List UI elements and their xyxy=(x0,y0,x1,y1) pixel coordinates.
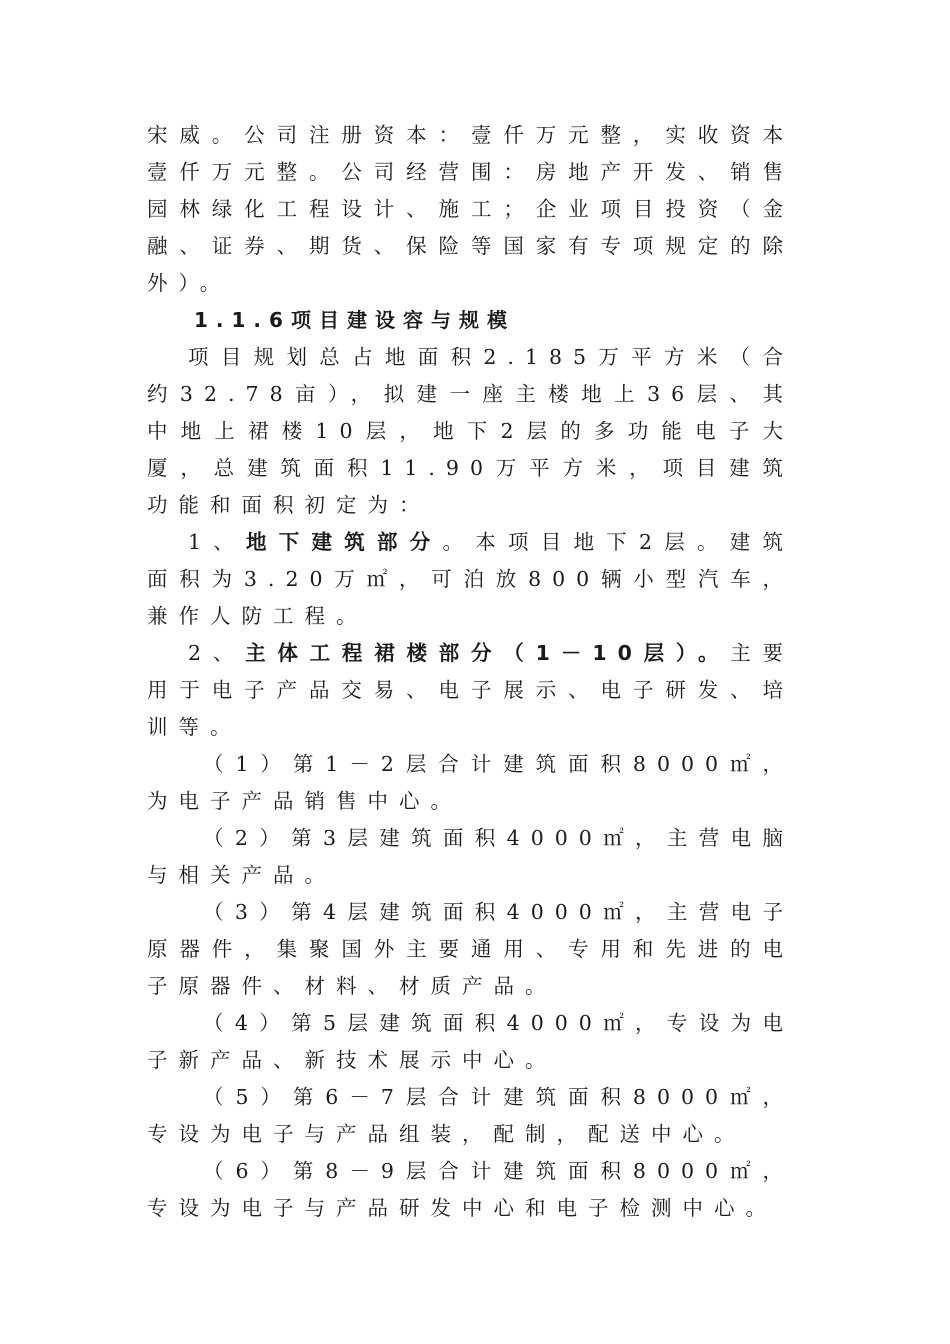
document-body xyxy=(147,117,794,1227)
item-underground-text: 。本项目地下2层。建筑面积为3.20万㎡，可泊放800辆小型汽车，兼作人防工程。 xyxy=(147,530,795,628)
sub-item-1: （1）第1－2层合计建筑面积8000㎡，为电子产品销售中心。 xyxy=(147,752,794,813)
item-underground-title: 地下建筑部分 xyxy=(246,530,443,554)
company-paragraph: 宋威。公司注册资本：壹仟万元整，实收资本壹仟万元整。公司经营围：房地产开发、销售园林绿化工程设计、施工；企业项目投资（金融、证券、期货、保险等国家有专项规定的除外）。 xyxy=(147,123,794,295)
sub-item-2: （2）第3层建筑面积4000㎡，主营电脑与相关产品。 xyxy=(147,826,794,887)
item-underground xyxy=(147,524,794,635)
item-podium xyxy=(147,635,794,746)
sub-item-3: （3）第4层建筑面积4000㎡，主营电子原器件，集聚国外主要通用、专用和先进的电子原器件、材料、材质产品。 xyxy=(147,900,794,998)
item-podium-text: 主要用于电子产品交易、电子展示、电子研发、培训等。 xyxy=(147,641,794,739)
scope-paragraph: 项目规划总占地面积2.185万平方米（合约32.78亩），拟建一座主楼地上36层、其中地上裙楼10层，地下2层的多功能电子大厦，总建筑面积11.90万平方米，项目建筑功能和面积初定为： xyxy=(147,345,794,517)
sub-item-5: （5）第6－7层合计建筑面积8000㎡，专设为电子与产品组装，配制，配送中心。 xyxy=(147,1085,794,1146)
item-podium-title: 主体工程裙楼部分（1－10层）。 xyxy=(245,641,731,665)
item-underground-prefix: 1、 xyxy=(188,530,247,554)
item-podium-prefix: 2、 xyxy=(188,641,246,665)
sub-item-6: （6）第8－9层合计建筑面积8000㎡，专设为电子与产品研发中心和电子检测中心。 xyxy=(147,1159,794,1220)
sub-item-4: （4）第5层建筑面积4000㎡，专设为电子新产品、新技术展示中心。 xyxy=(147,1011,794,1072)
section-heading: 1.1.6项目建设容与规模 xyxy=(194,308,515,332)
